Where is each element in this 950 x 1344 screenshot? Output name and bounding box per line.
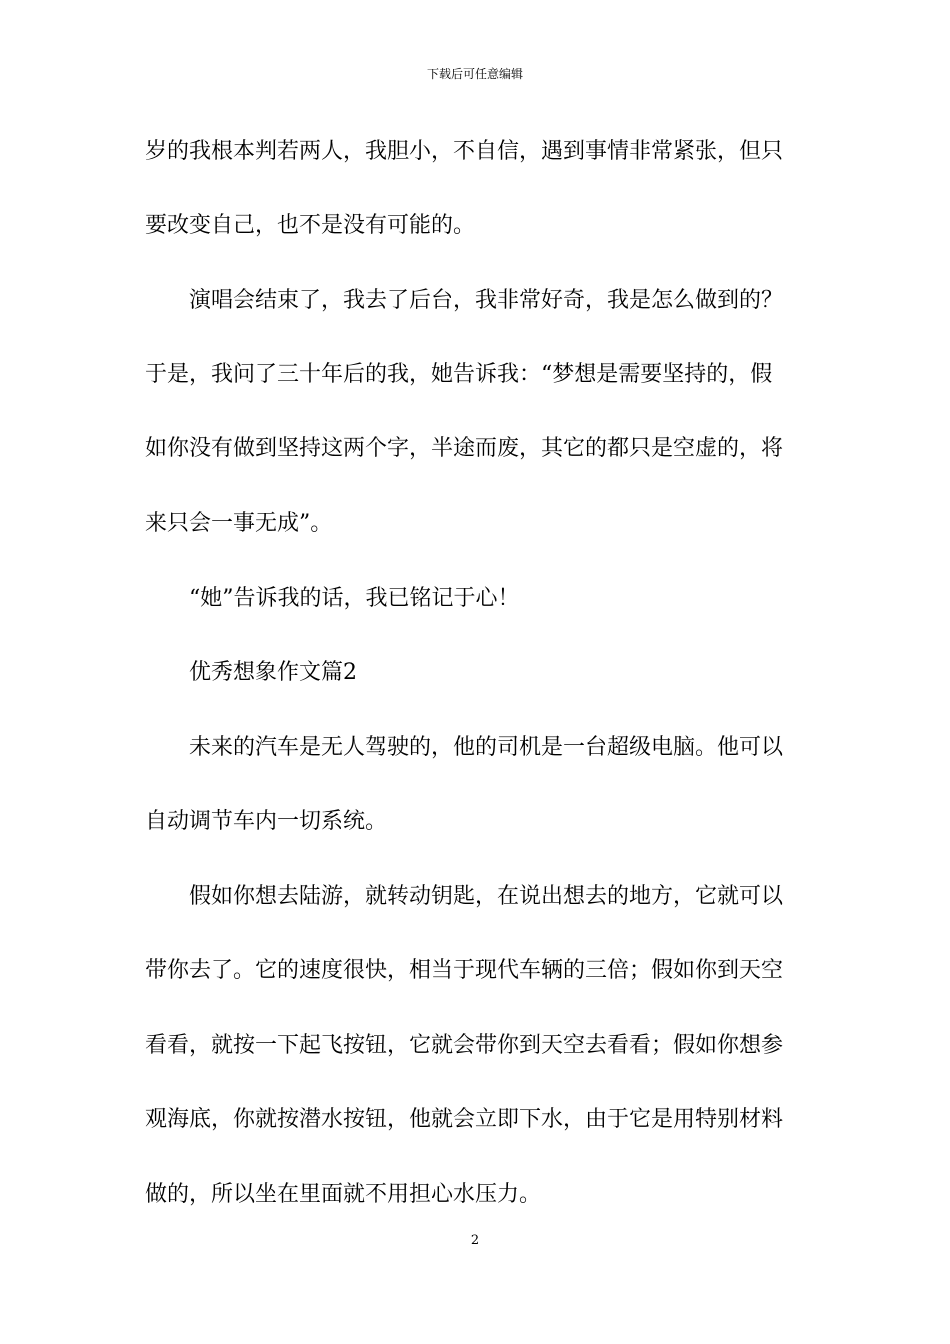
text-line: 岁的我根本判若两人，我胆小，不自信，遇到事情非常紧张，但只 [145,139,784,164]
text-line: 来只会一事无成”。 [145,511,333,536]
paragraph-first-line: 演唱会结束了，我去了后台，我非常好奇，我是怎么做到的？ [189,288,784,313]
text-line: 做的，所以坐在里面就不用担心水压力。 [145,1182,542,1207]
page-header: 下载后可任意编辑 [426,67,523,81]
text-line: 自动调节车内一切系统。 [145,809,388,834]
text-line: 如你没有做到坚持这两个字，半途而废，其它的都只是空虚的，将 [145,436,784,461]
page-number: 2 [470,1233,480,1248]
section-heading: 优秀想象作文篇2 [189,660,357,685]
text-line: 要改变自己，也不是没有可能的。 [145,213,476,238]
text-line: 于是，我问了三十年后的我，她告诉我：“梦想是需要坚持的，假 [145,362,773,387]
text-line: 带你去了。它的速度很快，相当于现代车辆的三倍；假如你到天空 [145,958,784,983]
text-line: 观海底，你就按潜水按钮，他就会立即下水，由于它是用特别材料 [145,1107,784,1132]
paragraph-first-line: 未来的汽车是无人驾驶的，他的司机是一台超级电脑。他可以 [189,735,784,760]
paragraph-first-line: “她”告诉我的话，我已铭记于心！ [189,586,520,611]
text-line: 看看，就按一下起飞按钮，它就会带你到天空去看看；假如你想参 [145,1033,784,1058]
paragraph-first-line: 假如你想去陆游，就转动钥匙，在说出想去的地方，它就可以 [189,884,784,909]
